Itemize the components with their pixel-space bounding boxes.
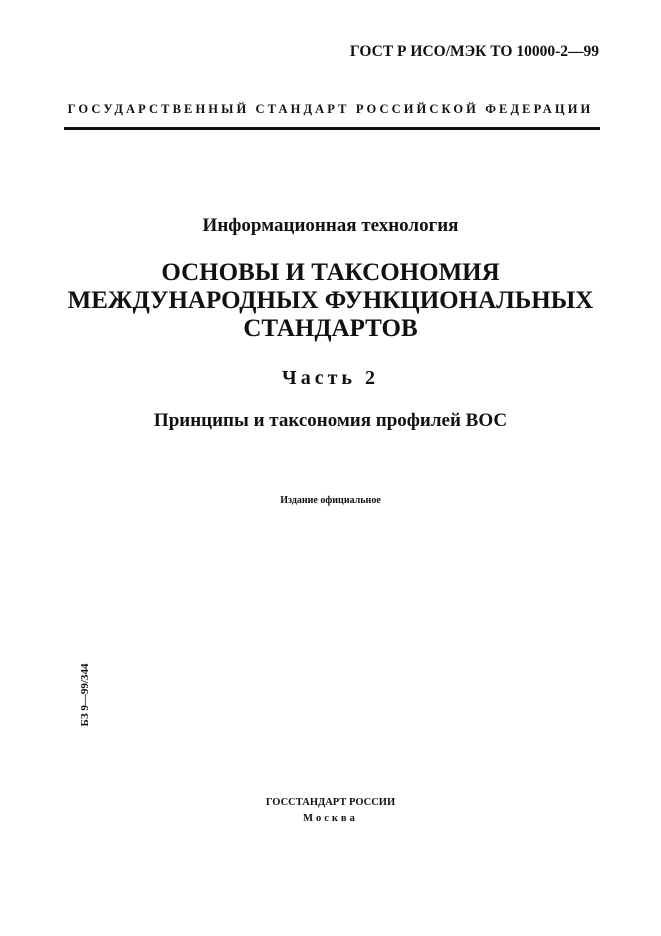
publication-city: Москва [303, 813, 358, 824]
edition-note: Издание официальное [280, 495, 381, 506]
main-title-line-1: ОСНОВЫ И ТАКСОНОМИЯ [161, 259, 500, 286]
main-title-line-3: СТАНДАРТОВ [243, 315, 418, 342]
margin-code-text: БЗ 9—99/344 [79, 663, 91, 727]
publisher: ГОССТАНДАРТ РОССИИ [265, 797, 396, 808]
state-standard-heading: ГОСУДАРСТВЕННЫЙ СТАНДАРТ РОССИЙСКОЙ ФЕДЕРАЦИИ [67, 102, 594, 116]
main-title [0, 259, 661, 343]
header-divider [64, 127, 600, 130]
main-title-line-2: МЕЖДУНАРОДНЫХ ФУНКЦИОНАЛЬНЫХ [67, 287, 594, 314]
part-number: Часть 2 [282, 367, 379, 389]
standard-designation: ГОСТ Р ИСО/МЭК ТО 10000-2—99 [349, 43, 599, 60]
subject-title: Информационная технология [202, 215, 459, 236]
margin-code [55, 660, 115, 730]
part-title: Принципы и таксономия профилей ВОС [153, 410, 508, 431]
